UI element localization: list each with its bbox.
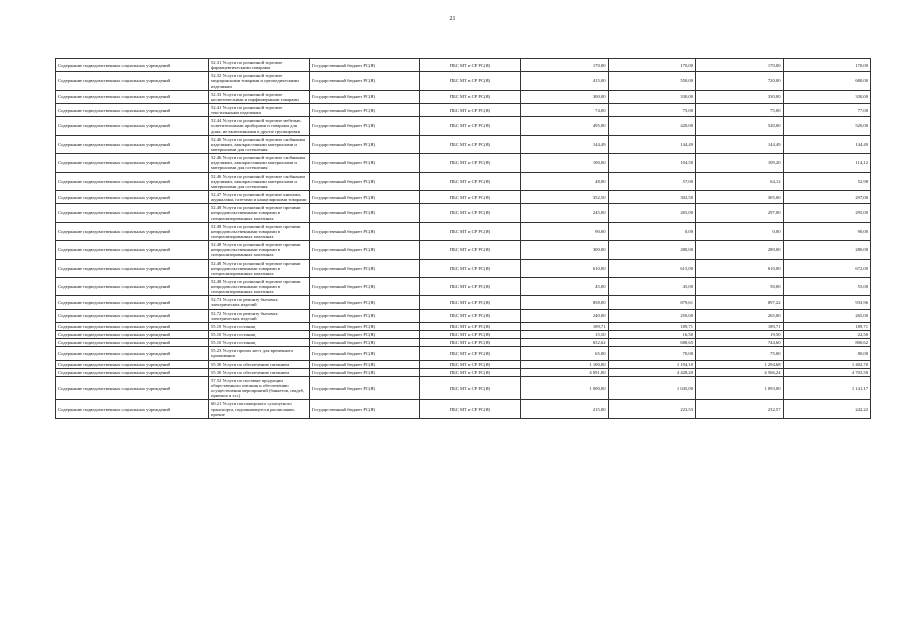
budget-cell: Государственный бюджет РС(Я)	[310, 135, 420, 153]
service-cell: 52.46 Услуги по розничной торговле скобяными изделиями, лакокрасочными материалами и материалами для остекления	[209, 135, 310, 153]
value-cell-1: 858,00	[521, 296, 609, 309]
table-row	[56, 277, 871, 295]
funding-source-cell: ПБС МТ и СР РС(Я)	[420, 135, 521, 153]
service-cell: 52.31 Услуги по розничной торговле фармацевтическими товарами	[209, 59, 310, 72]
funding-source-cell: ПБС МТ и СР РС(Я)	[420, 368, 521, 376]
table-row	[56, 368, 871, 376]
value-cell-1: 170,00	[521, 59, 609, 72]
value-cell-2: 1 045,00	[608, 376, 696, 400]
value-cell-4: 77,00	[783, 103, 871, 116]
value-cell-1: 415,00	[521, 72, 609, 90]
value-cell-4: 4 703,50	[783, 368, 871, 376]
table-row	[56, 360, 871, 368]
value-cell-3: 189,71	[696, 322, 784, 330]
budget-cell: Государственный бюджет РС(Я)	[310, 309, 420, 322]
budget-cell: Государственный бюджет РС(Я)	[310, 259, 420, 277]
value-cell-2: 0,00	[608, 222, 696, 240]
activity-cell: Содержание подведомственных социальных учреждений	[56, 117, 209, 135]
value-cell-2: 688,65	[608, 339, 696, 347]
value-cell-1: 245,00	[521, 204, 609, 222]
service-cell: 52.32 Услуги по розничной торговле медицинскими товарами и ортопедическими изделиями	[209, 72, 310, 90]
value-cell-2: 1 194,10	[608, 360, 696, 368]
budget-cell: Государственный бюджет РС(Я)	[310, 322, 420, 330]
service-cell: 52.44 Услуги по розничной торговле мебелью, осветительными приборами и товарами для дома, не включенными в другие группировки	[209, 117, 310, 135]
funding-source-cell: ПБС МТ и СР РС(Я)	[420, 347, 521, 360]
funding-source-cell: ПБС МТ и СР РС(Я)	[420, 360, 521, 368]
table-row	[56, 339, 871, 347]
table-body	[56, 59, 871, 419]
budget-cell: Государственный бюджет РС(Я)	[310, 331, 420, 339]
service-cell: 52.33 Услуги по розничной торговле косметическими и парфюмерными товарами	[209, 90, 310, 103]
value-cell-4: 330,00	[783, 90, 871, 103]
value-cell-1: 4 091,00	[521, 368, 609, 376]
value-cell-2: 189,71	[608, 322, 696, 330]
value-cell-1: 240,00	[521, 309, 609, 322]
service-cell: 55.30 Услуги по обеспечению питанием	[209, 360, 310, 368]
budget-cell: Государственный бюджет РС(Я)	[310, 339, 420, 347]
value-cell-2: 280,00	[608, 241, 696, 259]
value-cell-4: 114,12	[783, 154, 871, 172]
value-cell-3: 744,60	[696, 339, 784, 347]
table-row	[56, 241, 871, 259]
value-cell-3: 610,00	[696, 259, 784, 277]
value-cell-2: 144,49	[608, 135, 696, 153]
funding-source-cell: ПБС МТ и СР РС(Я)	[420, 154, 521, 172]
service-cell: 55.10 Услуги гостиниц	[209, 322, 310, 330]
activity-cell: Содержание подведомственных социальных учреждений	[56, 190, 209, 203]
budget-cell: Государственный бюджет РС(Я)	[310, 400, 420, 418]
service-cell: 52.48 Услуги по розничной торговле прочими непродовольственными товарами в специализированных магазинах	[209, 277, 310, 295]
value-cell-1: 48,00	[521, 172, 609, 190]
value-cell-1: 495,00	[521, 117, 609, 135]
table-row	[56, 222, 871, 240]
activity-cell: Содержание подведомственных социальных учреждений	[56, 204, 209, 222]
value-cell-2: 330,00	[608, 90, 696, 103]
value-cell-2: 70,00	[608, 347, 696, 360]
value-cell-2: 75,00	[608, 103, 696, 116]
activity-cell: Содержание подведомственных социальных учреждений	[56, 368, 209, 376]
service-cell: 55.30 Услуги по обеспечению питанием	[209, 368, 310, 376]
page-number: 21	[449, 16, 456, 22]
funding-source-cell: ПБС МТ и СР РС(Я)	[420, 117, 521, 135]
value-cell-2: 550,00	[608, 72, 696, 90]
funding-source-cell: ПБС МТ и СР РС(Я)	[420, 190, 521, 203]
value-cell-1: 300,00	[521, 241, 609, 259]
value-cell-3: 305,00	[696, 190, 784, 203]
table-row	[56, 172, 871, 190]
value-cell-4: 242,22	[783, 400, 871, 418]
budget-cell: Государственный бюджет РС(Я)	[310, 376, 420, 400]
service-cell: 52.48 Услуги по розничной торговле прочими непродовольственными товарами в специализированных магазинах	[209, 204, 310, 222]
table-row	[56, 309, 871, 322]
funding-source-cell: ПБС МТ и СР РС(Я)	[420, 309, 521, 322]
value-cell-3: 50,00	[696, 277, 784, 295]
value-cell-3: 232,57	[696, 400, 784, 418]
value-cell-1: 610,00	[521, 259, 609, 277]
table-row	[56, 331, 871, 339]
value-cell-4: 280,00	[783, 241, 871, 259]
value-cell-2: 250,00	[608, 309, 696, 322]
value-cell-1: 352,50	[521, 190, 609, 203]
funding-source-cell: ПБС МТ и СР РС(Я)	[420, 241, 521, 259]
activity-cell: Содержание подведомственных социальных учреждений	[56, 90, 209, 103]
value-cell-3: 1 294,68	[696, 360, 784, 368]
value-cell-2: 265,00	[608, 204, 696, 222]
funding-source-cell: ПБС МТ и СР РС(Я)	[420, 222, 521, 240]
value-cell-3: 330,00	[696, 90, 784, 103]
table-row	[56, 135, 871, 153]
activity-cell: Содержание подведомственных социальных учреждений	[56, 222, 209, 240]
value-cell-1: 1 100,00	[521, 360, 609, 368]
value-cell-2: 420,00	[608, 117, 696, 135]
value-cell-1: 74,00	[521, 103, 609, 116]
table-row	[56, 347, 871, 360]
service-cell: 52.47 Услуги по розничной торговле книгами, журналами, газетами и канцелярскими товарами	[209, 190, 310, 203]
service-cell: 52.46 Услуги по розничной торговле скобяными изделиями, лакокрасочными материалами и материалами для остекления	[209, 154, 310, 172]
funding-source-cell: ПБС МТ и СР РС(Я)	[420, 322, 521, 330]
value-cell-1: 189,71	[521, 322, 609, 330]
funding-source-cell: ПБС МТ и СР РС(Я)	[420, 204, 521, 222]
service-cell: 55.23 Услуги прочих мест для временного проживания	[209, 347, 310, 360]
value-cell-4: 1 141,17	[783, 376, 871, 400]
activity-cell: Содержание подведомственных социальных учреждений	[56, 360, 209, 368]
table-row	[56, 72, 871, 90]
value-cell-3: 297,00	[696, 204, 784, 222]
value-cell-1: 90,00	[521, 222, 609, 240]
value-cell-3: 897,22	[696, 296, 784, 309]
budget-cell: Государственный бюджет РС(Я)	[310, 296, 420, 309]
activity-cell: Содержание подведомственных социальных учреждений	[56, 277, 209, 295]
value-cell-1: 652,62	[521, 339, 609, 347]
budget-cell: Государственный бюджет РС(Я)	[310, 241, 420, 259]
value-cell-2: 4 428,20	[608, 368, 696, 376]
table-row	[56, 400, 871, 418]
value-cell-2: 45,00	[608, 277, 696, 295]
budget-cell: Государственный бюджет РС(Я)	[310, 360, 420, 368]
service-cell: 60.21 Услуги пассажирского сухопутного транспорта, подчиняющегося расписанию, прочие	[209, 400, 310, 418]
service-cell: 52.73 Услуги по ремонту бытовых электрических изделий	[209, 296, 310, 309]
value-cell-4: 800,62	[783, 339, 871, 347]
funding-source-cell: ПБС МТ и СР РС(Я)	[420, 90, 521, 103]
value-cell-4: 520,00	[783, 117, 871, 135]
value-cell-4: 144,49	[783, 135, 871, 153]
activity-cell: Содержание подведомственных социальных учреждений	[56, 59, 209, 72]
activity-cell: Содержание подведомственных социальных учреждений	[56, 241, 209, 259]
value-cell-4: 680,00	[783, 72, 871, 90]
activity-cell: Содержание подведомственных социальных учреждений	[56, 154, 209, 172]
value-cell-2: 104,50	[608, 154, 696, 172]
table-row	[56, 259, 871, 277]
budget-cell: Государственный бюджет РС(Я)	[310, 72, 420, 90]
funding-source-cell: ПБС МТ и СР РС(Я)	[420, 59, 521, 72]
value-cell-4: 189,71	[783, 322, 871, 330]
budget-cell: Государственный бюджет РС(Я)	[310, 172, 420, 190]
table-row	[56, 103, 871, 116]
service-cell: 55.10 Услуги гостиниц	[209, 339, 310, 347]
funding-source-cell: ПБС МТ и СР РС(Я)	[420, 277, 521, 295]
service-cell: 52.48 Услуги по розничной торговле прочими непродовольственными товарами в специализированных магазинах	[209, 222, 310, 240]
activity-cell: Содержание подведомственных социальных учреждений	[56, 309, 209, 322]
activity-cell: Содержание подведомственных социальных учреждений	[56, 172, 209, 190]
table-row	[56, 154, 871, 172]
funding-source-cell: ПБС МТ и СР РС(Я)	[420, 103, 521, 116]
funding-source-cell: ПБС МТ и СР РС(Я)	[420, 72, 521, 90]
value-cell-4: 80,00	[783, 347, 871, 360]
value-cell-2: 302,50	[608, 190, 696, 203]
service-cell: 52.41 Услуги по розничной торговле текстильными изделиями	[209, 103, 310, 116]
activity-cell: Содержание подведомственных социальных учреждений	[56, 259, 209, 277]
service-cell: 52.48 Услуги по розничной торговле прочими непродовольственными товарами в специализированных магазинах	[209, 241, 310, 259]
service-cell: 55.10 Услуги гостиниц	[209, 331, 310, 339]
value-cell-4: 265,00	[783, 309, 871, 322]
value-cell-4: 170,00	[783, 59, 871, 72]
value-cell-4: 297,00	[783, 190, 871, 203]
service-cell: 52.48 Услуги по розничной торговле прочими непродовольственными товарами в специализированных магазинах	[209, 259, 310, 277]
budget-cell: Государственный бюджет РС(Я)	[310, 90, 420, 103]
activity-cell: Содержание подведомственных социальных учреждений	[56, 296, 209, 309]
value-cell-2: 223,53	[608, 400, 696, 418]
value-cell-2: 879,61	[608, 296, 696, 309]
value-cell-3: 19,50	[696, 331, 784, 339]
value-cell-4: 672,00	[783, 259, 871, 277]
budget-cell: Государственный бюджет РС(Я)	[310, 222, 420, 240]
table-row	[56, 117, 871, 135]
service-cell: 52.46 Услуги по розничной торговле скобяными изделиями, лакокрасочными материалами и материалами для остекления	[209, 172, 310, 190]
table-row	[56, 59, 871, 72]
value-cell-4: 90,00	[783, 222, 871, 240]
funding-source-cell: ПБС МТ и СР РС(Я)	[420, 400, 521, 418]
value-cell-4: 55,00	[783, 277, 871, 295]
value-cell-4: 52,98	[783, 172, 871, 190]
activity-cell: Содержание подведомственных социальных учреждений	[56, 347, 209, 360]
funding-source-cell: ПБС МТ и СР РС(Я)	[420, 296, 521, 309]
value-cell-4: 1 402,70	[783, 360, 871, 368]
value-cell-4: 22,50	[783, 331, 871, 339]
value-cell-1: 144,49	[521, 135, 609, 153]
value-cell-2: 57,00	[608, 172, 696, 190]
budget-cell: Государственный бюджет РС(Я)	[310, 117, 420, 135]
activity-cell: Содержание подведомственных социальных учреждений	[56, 400, 209, 418]
activity-cell: Содержание подведомственных социальных учреждений	[56, 331, 209, 339]
value-cell-3: 144,49	[696, 135, 784, 153]
table-row	[56, 204, 871, 222]
budget-cell: Государственный бюджет РС(Я)	[310, 190, 420, 203]
budget-cell: Государственный бюджет РС(Я)	[310, 277, 420, 295]
budget-cell: Государственный бюджет РС(Я)	[310, 103, 420, 116]
activity-cell: Содержание подведомственных социальных учреждений	[56, 376, 209, 400]
value-cell-1: 1 000,00	[521, 376, 609, 400]
budget-cell: Государственный бюджет РС(Я)	[310, 59, 420, 72]
budget-cell: Государственный бюджет РС(Я)	[310, 368, 420, 376]
value-cell-3: 265,00	[696, 309, 784, 322]
funding-source-cell: ПБС МТ и СР РС(Я)	[420, 331, 521, 339]
value-cell-3: 720,00	[696, 72, 784, 90]
value-cell-3: 280,00	[696, 241, 784, 259]
value-cell-2: 170,00	[608, 59, 696, 72]
activity-cell: Содержание подведомственных социальных учреждений	[56, 135, 209, 153]
value-cell-3: 170,00	[696, 59, 784, 72]
value-cell-3: 75,00	[696, 103, 784, 116]
budget-table	[55, 58, 871, 419]
activity-cell: Содержание подведомственных социальных учреждений	[56, 103, 209, 116]
table-row	[56, 90, 871, 103]
funding-source-cell: ПБС МТ и СР РС(Я)	[420, 339, 521, 347]
value-cell-3: 0,00	[696, 222, 784, 240]
activity-cell: Содержание подведомственных социальных учреждений	[56, 72, 209, 90]
budget-cell: Государственный бюджет РС(Я)	[310, 347, 420, 360]
table-row	[56, 296, 871, 309]
value-cell-1: 215,00	[521, 400, 609, 418]
table-row	[56, 376, 871, 400]
activity-cell: Содержание подведомственных социальных учреждений	[56, 322, 209, 330]
value-cell-1: 100,00	[521, 154, 609, 172]
service-cell: 52.72 Услуги по ремонту бытовых электрических изделий	[209, 309, 310, 322]
value-cell-3: 4 566,24	[696, 368, 784, 376]
value-cell-3: 75,00	[696, 347, 784, 360]
value-cell-3: 520,00	[696, 117, 784, 135]
funding-source-cell: ПБС МТ и СР РС(Я)	[420, 172, 521, 190]
funding-source-cell: ПБС МТ и СР РС(Я)	[420, 259, 521, 277]
value-cell-2: 615,00	[608, 259, 696, 277]
value-cell-4: 295,00	[783, 204, 871, 222]
value-cell-3: 109,20	[696, 154, 784, 172]
funding-source-cell: ПБС МТ и СР РС(Я)	[420, 376, 521, 400]
budget-cell: Государственный бюджет РС(Я)	[310, 154, 420, 172]
value-cell-3: 64,12	[696, 172, 784, 190]
value-cell-1: 45,00	[521, 277, 609, 295]
value-cell-4: 933,96	[783, 296, 871, 309]
budget-cell: Государственный бюджет РС(Я)	[310, 204, 420, 222]
service-cell: 57.52 Услуги по поставке продукции общественного питания и обеспечению осуществления мероприятий (банкетов, свадеб, приемов и т.п.)	[209, 376, 310, 400]
value-cell-1: 65,00	[521, 347, 609, 360]
value-cell-1: 15,50	[521, 331, 609, 339]
value-cell-1: 300,00	[521, 90, 609, 103]
value-cell-2: 16,50	[608, 331, 696, 339]
table-row	[56, 190, 871, 203]
activity-cell: Содержание подведомственных социальных учреждений	[56, 339, 209, 347]
value-cell-3: 1 093,00	[696, 376, 784, 400]
table-row	[56, 322, 871, 330]
